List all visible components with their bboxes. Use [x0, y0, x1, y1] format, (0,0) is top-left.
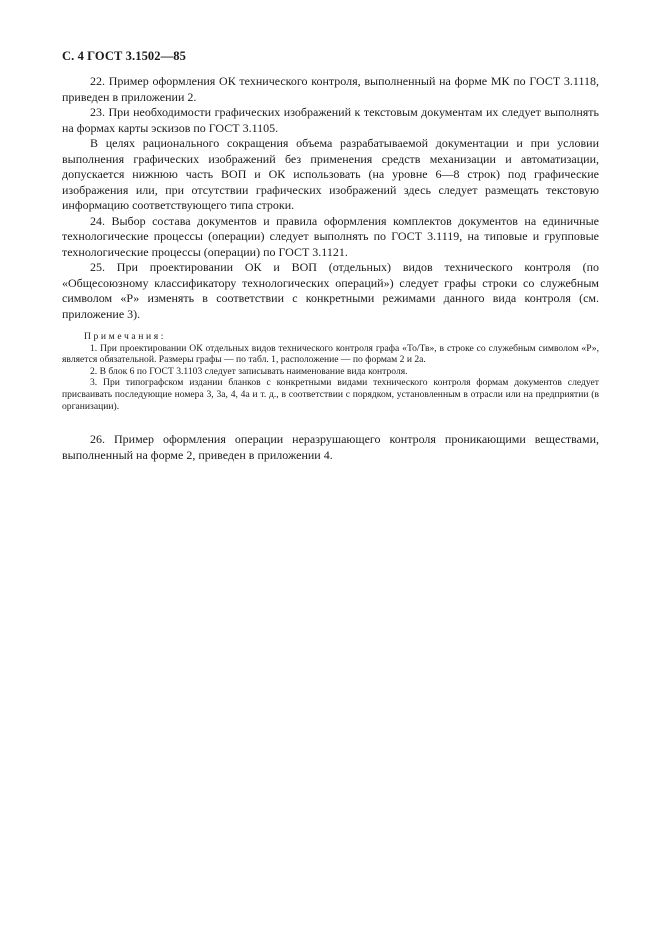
paragraph-22: 22. Пример оформления ОК технического контроля, выполненный на форме МК по ГОСТ 3.1118, приведен в приложении 2. [62, 74, 599, 104]
paragraph-24: 24. Выбор состава документов и правила оформления комплектов документов на единичные технологические процессы (операции) следует выполнять по ГОСТ 3.1119, на типовые и групповые технологические процессы (операции) по ГОСТ 3.1121. [62, 213, 599, 259]
note-item-2: 2. В блок 6 по ГОСТ 3.1103 следует записывать наименование вида контроля. [90, 365, 408, 377]
page-header: С. 4 ГОСТ 3.1502—85 [62, 49, 186, 63]
paragraph-23-continuation: В целях рационального сокращения объема разрабатываемой документации и при условии выполнения графических изображений без применения средств механизации и автоматизации, допускается нижнюю часть ВОП и ОК использовать (на уровне 6—8 строк) под графические изображения или, при отсутствии графических изображений здесь следует размещать текстовую информацию соответствующего типа строки. [62, 136, 599, 212]
notes-block [62, 331, 599, 412]
document-body [62, 74, 599, 463]
notes-title: Примечания: [84, 331, 166, 342]
note-item-3: 3. При типографском издании бланков с конкретными видами технического контроля формам документов следует присваивать последующие номера 3, 3а, 4, 4а и т. д., в соответствии с порядком, установленным в отрасли или на предприятии (в организации). [62, 377, 599, 412]
paragraph-25: 25. При проектировании ОК и ВОП (отдельных) видов технического контроля (по «Общесоюзному классификатору технологических операций») следует графы строки со служебным символом «Р» изменять в соответствии с конкретными режимами данного вида контроля (см. приложение 3). [62, 260, 599, 321]
note-item-1: 1. При проектировании ОК отдельных видов технического контроля графа «То/Тв», в строке со служебным символом «Р», является обязательной. Размеры графы — по табл. 1, расположение — по формам 2 и 2а. [62, 342, 599, 366]
paragraph-23: 23. При необходимости графических изображений к текстовым документам их следует выполнять на формах карты эскизов по ГОСТ 3.1105. [62, 105, 599, 135]
paragraph-26: 26. Пример оформления операции неразрушающего контроля проникающими веществами, выполненный на форме 2, приведен в приложении 4. [62, 432, 599, 462]
